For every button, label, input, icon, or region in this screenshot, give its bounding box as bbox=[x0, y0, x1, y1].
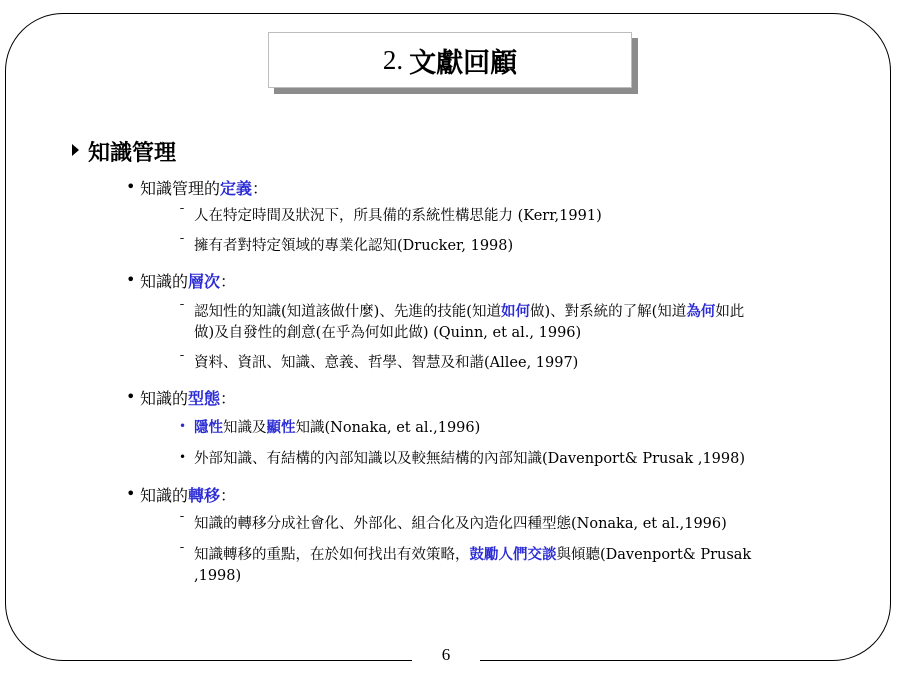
title-text: 文獻回顧 bbox=[409, 47, 518, 79]
keyword: 轉移 bbox=[188, 486, 221, 505]
dot-bullet-icon: • bbox=[179, 450, 187, 464]
sub-item: ˉ 擁有者對特定領域的專業化認知(Drucker, 1998) bbox=[179, 236, 513, 257]
bullet-dot-icon: • bbox=[126, 484, 136, 503]
title-number: 2. bbox=[382, 44, 404, 75]
slide-title-box bbox=[268, 32, 632, 88]
keyword: 型態 bbox=[188, 389, 221, 408]
dash-bullet-icon: ˉ bbox=[179, 545, 185, 559]
sub-item: ˉ 認知性的知識(知道該做什麼)、先進的技能(知道如何做)、對系統的了解(知道為何如此 做)及自發性的創意(在乎為何如此做) (Quinn, et al., 1996) bbox=[179, 302, 744, 344]
dash-bullet-icon: ˉ bbox=[179, 206, 185, 220]
keyword: 定義 bbox=[220, 179, 253, 198]
sub-item: ˉ 人在特定時間及狀況下，所具備的系統性構思能力 (Kerr,1991) bbox=[179, 206, 602, 227]
sub-item: • 隱性知識及顯性知識(Nonaka, et al.,1996) bbox=[179, 418, 480, 439]
triangle-bullet-icon bbox=[72, 144, 79, 156]
bullet-dot-icon: • bbox=[126, 270, 136, 289]
bullet-definition: • 知識管理的定義： bbox=[126, 177, 269, 198]
dash-bullet-icon: ˉ bbox=[179, 236, 185, 250]
bullet-types: • 知識的型態： bbox=[126, 387, 237, 408]
bullet-levels: • 知識的層次： bbox=[126, 270, 237, 291]
dash-bullet-icon: ˉ bbox=[179, 353, 185, 367]
blue-dot-bullet-icon: • bbox=[179, 419, 187, 433]
dash-bullet-icon: ˉ bbox=[179, 302, 185, 316]
sub-item: ˉ 資料、資訊、知識、意義、哲學、智慧及和諧(Allee, 1997) bbox=[179, 353, 578, 374]
page-number: 6 bbox=[441, 645, 451, 664]
section-heading bbox=[72, 136, 176, 167]
heading-text: 知識管理 bbox=[88, 141, 177, 166]
bullet-dot-icon: • bbox=[126, 177, 136, 196]
sub-item: • 外部知識、有結構的內部知識以及較無結構的內部知識(Davenport& Prusak ,1998) bbox=[179, 449, 745, 470]
sub-item: ˉ 知識的轉移分成社會化、外部化、組合化及內造化四種型態(Nonaka, et al.,1996) bbox=[179, 514, 727, 535]
keyword: 層次 bbox=[188, 272, 221, 291]
sub-item: ˉ 知識轉移的重點，在於如何找出有效策略，鼓勵人們交談與傾聽(Davenport& Prusak ,1998) bbox=[179, 545, 751, 587]
bullet-dot-icon: • bbox=[126, 387, 136, 406]
bullet-transfer: • 知識的轉移： bbox=[126, 484, 237, 505]
dash-bullet-icon: ˉ bbox=[179, 514, 185, 528]
